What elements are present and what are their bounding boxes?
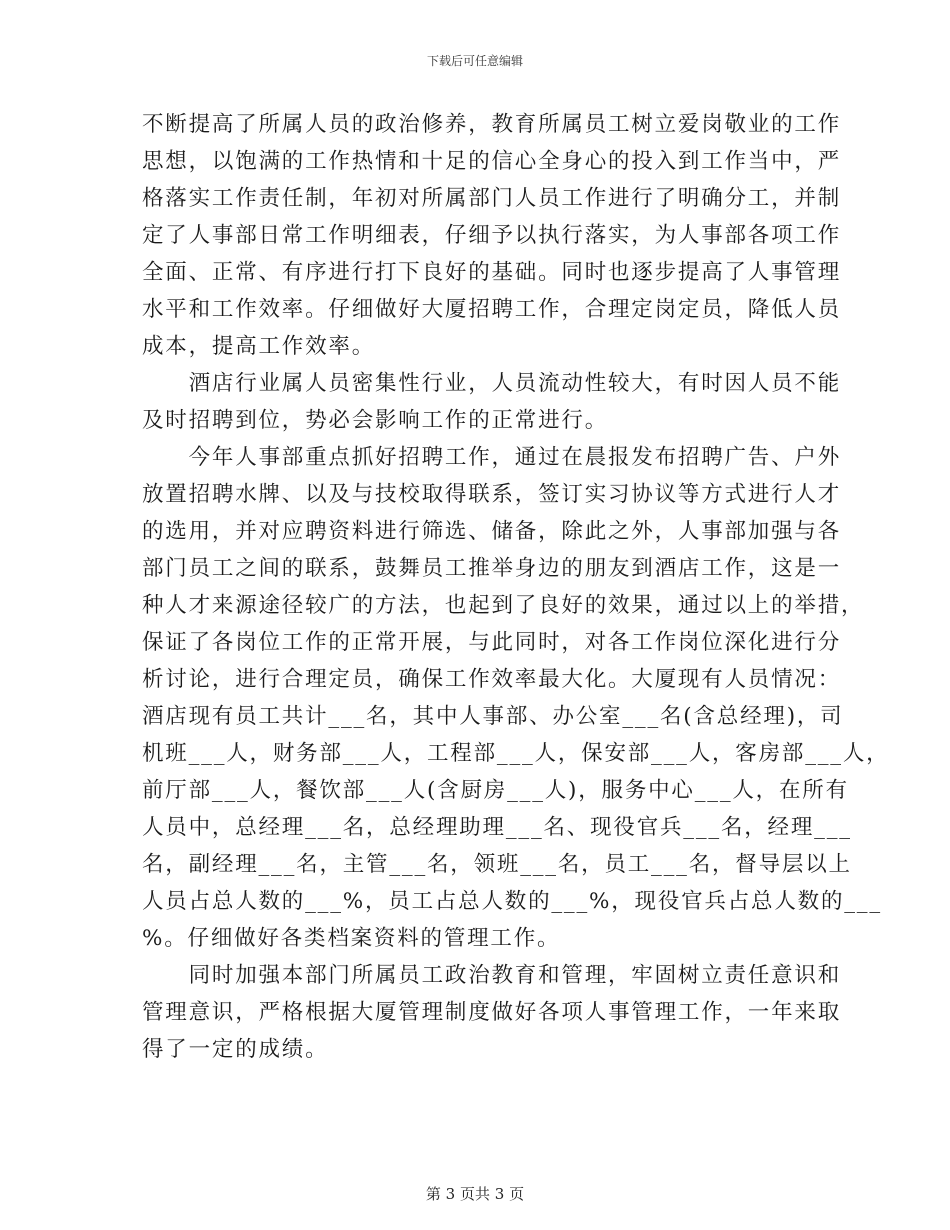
text-line: 得了一定的成绩。: [142, 1037, 329, 1062]
text-line: 人员中，总经理___名，总经理助理___名、现役官兵___名，经理___: [142, 815, 852, 840]
text-line: 名，副经理___名，主管___名，领班___名，员工___名，督导层以上: [142, 852, 852, 877]
text-line: 格落实工作责任制，年初对所属部门人员工作进行了明确分工，并制: [142, 186, 842, 211]
text-line: 人员占总人数的___%，员工占总人数的___%，现役官兵占总人数的___: [142, 889, 882, 914]
text-line: 思想，以饱满的工作热情和十足的信心全身心的投入到工作当中，严: [142, 149, 842, 174]
text-line: 同时加强本部门所属员工政治教育和管理，牢固树立责任意识和: [142, 963, 842, 988]
text-line: %。仔细做好各类档案资料的管理工作。: [142, 926, 561, 951]
text-line: 及时招聘到位，势必会影响工作的正常进行。: [142, 408, 609, 433]
text-line: 保证了各岗位工作的正常开展，与此同时，对各工作岗位深化进行分: [142, 630, 842, 655]
page-footer: 第 3 页共 3 页: [425, 1185, 525, 1203]
text-line: 析讨论，进行合理定员，确保工作效率最大化。大厦现有人员情况：: [142, 667, 842, 692]
text-line: 定了人事部日常工作明细表，仔细予以执行落实，为人事部各项工作: [142, 223, 842, 248]
page-header: 下载后可任意编辑: [426, 54, 523, 68]
text-line: 种人才来源途径较广的方法，也起到了良好的效果，通过以上的举措，: [142, 593, 865, 618]
text-line: 放置招聘水牌、以及与技校取得联系，签订实习协议等方式进行人才: [142, 482, 842, 507]
text-line: 水平和工作效率。仔细做好大厦招聘工作，合理定岗定员，降低人员: [142, 297, 842, 322]
text-line: 管理意识，严格根据大厦管理制度做好各项人事管理工作，一年来取: [142, 1000, 842, 1025]
text-line: 不断提高了所属人员的政治修养，教育所属员工树立爱岗敬业的工作: [142, 112, 842, 137]
text-line: 部门员工之间的联系，鼓舞员工推举身边的朋友到酒店工作，这是一: [142, 556, 842, 581]
text-line: 的选用，并对应聘资料进行筛选、储备，除此之外，人事部加强与各: [142, 519, 842, 544]
text-line: 成本，提高工作效率。: [142, 334, 376, 359]
text-line: 今年人事部重点抓好招聘工作，通过在晨报发布招聘广告、户外: [142, 445, 842, 470]
text-line: 机班___人，财务部___人，工程部___人，保安部___人，客房部___人，: [142, 741, 890, 766]
text-line: 酒店行业属人员密集性行业，人员流动性较大，有时因人员不能: [142, 371, 842, 396]
text-line: 全面、正常、有序进行打下良好的基础。同时也逐步提高了人事管理: [142, 260, 842, 285]
text-line: 酒店现有员工共计___名，其中人事部、办公室___名(含总经理)，司: [142, 704, 844, 729]
document-body: [142, 112, 890, 1075]
text-line: 前厅部___人，餐饮部___人(含厨房___人)，服务中心___人，在所有: [142, 778, 849, 803]
